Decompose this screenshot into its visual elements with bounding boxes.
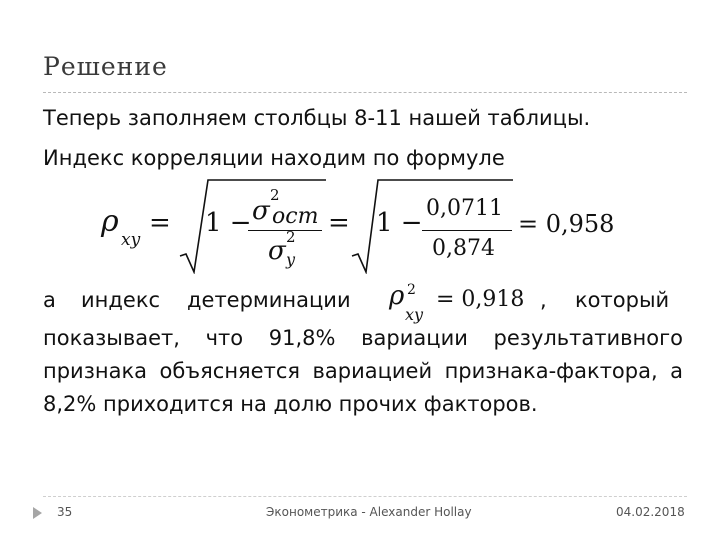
slide-title: Решение — [43, 52, 168, 81]
sigma-numerator-sub: ост — [272, 204, 319, 229]
sigma-denominator-sub: y — [286, 250, 296, 269]
formula-equals-2: = — [328, 208, 350, 238]
word-a: а — [43, 288, 56, 312]
formula-one-minus-2: 1 − — [376, 208, 423, 238]
determination-rho-symbol: ρ — [389, 281, 405, 311]
sigma-denominator-symbol: σ — [268, 236, 286, 266]
determination-rho-sup: 2 — [407, 282, 416, 298]
word-determination: детерминации — [187, 288, 351, 312]
sigma-numerator-symbol: σ — [252, 196, 270, 226]
formula-equals-1: = — [149, 208, 171, 238]
slide-number: 35 — [57, 505, 73, 519]
sigma-denominator-sup: 2 — [286, 228, 296, 246]
determination-comma: , — [540, 288, 547, 312]
numeric-denominator: 0,874 — [432, 236, 495, 261]
sigma-fraction-bar — [248, 230, 322, 231]
determination-value: = 0,918 — [436, 287, 525, 312]
determination-explanation: показывает, что 91,8% вариации результативного признака объясняется вариацией признака-фактора, а 8,2% приходится на долю прочих факторов. — [43, 326, 683, 416]
footer-course-author: Эконометрика - Alexander Hollay — [266, 505, 472, 519]
footer-divider — [43, 496, 687, 497]
formula-one-minus-1: 1 − — [205, 208, 252, 238]
formula-rho-subscript: xy — [121, 230, 141, 250]
sigma-numerator-sup: 2 — [270, 186, 280, 204]
numeric-fraction-bar — [422, 230, 512, 231]
numeric-fraction — [422, 186, 512, 266]
correlation-index-result: = 0,958 — [518, 210, 615, 238]
determination-line-1 — [43, 281, 683, 324]
numeric-numerator: 0,0711 — [426, 196, 503, 221]
title-divider — [43, 92, 687, 93]
sigma-fraction — [250, 186, 320, 269]
correlation-index-formula — [0, 172, 720, 282]
footer-arrow-icon — [33, 507, 42, 519]
word-index: индекс — [81, 288, 161, 312]
paragraph-correlation-intro: Индекс корреляции находим по формуле — [43, 146, 505, 170]
formula-rho-symbol: ρ — [101, 204, 119, 239]
determination-rho-sub: xy — [405, 305, 424, 324]
word-which: который — [575, 288, 670, 312]
footer-date: 04.02.2018 — [616, 505, 685, 519]
paragraph-fill-columns: Теперь заполняем столбцы 8-11 нашей таблицы. — [43, 106, 591, 130]
